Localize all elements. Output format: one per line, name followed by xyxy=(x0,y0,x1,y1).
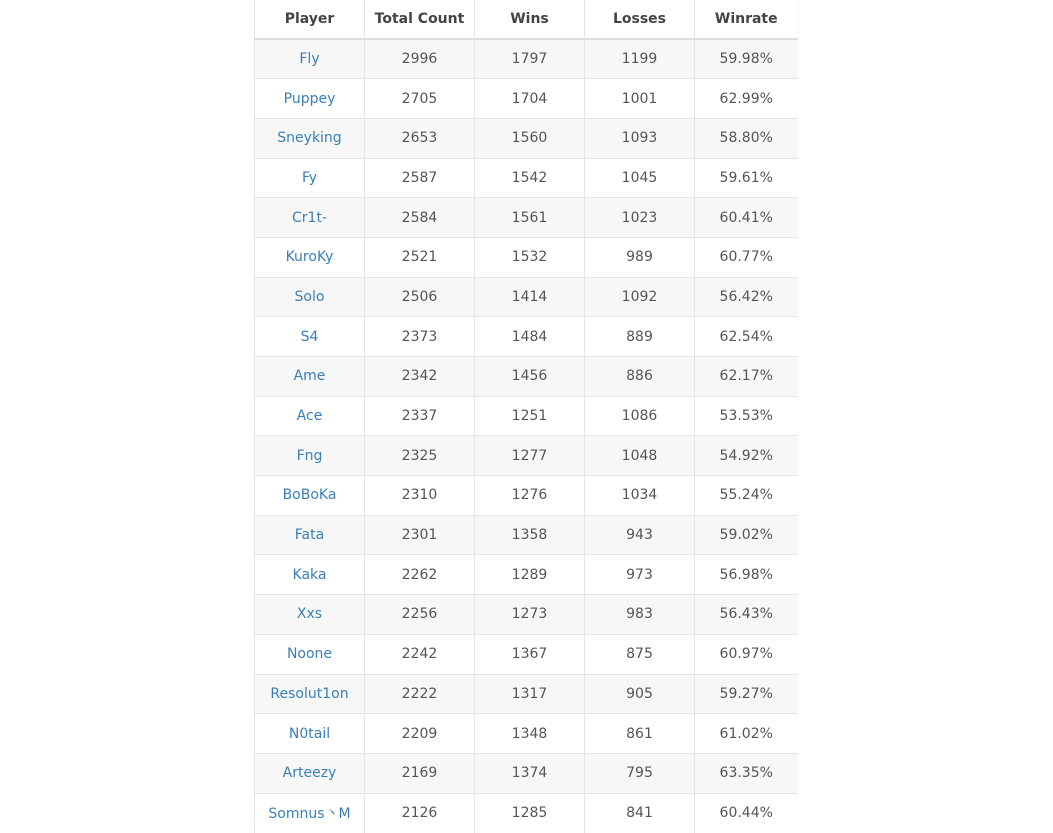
total-count-cell: 2506 xyxy=(365,277,475,317)
column-header-player[interactable]: Player xyxy=(255,0,365,39)
wins-cell: 1289 xyxy=(475,555,585,595)
wins-cell: 1561 xyxy=(475,198,585,238)
player-link[interactable]: S4 xyxy=(300,328,319,345)
table-row xyxy=(255,793,798,833)
total-count-cell: 2301 xyxy=(365,515,475,555)
table-row xyxy=(255,357,798,397)
player-link[interactable]: Fng xyxy=(296,447,323,464)
player-cell xyxy=(255,118,365,158)
wins-cell: 1797 xyxy=(475,39,585,79)
losses-cell: 1023 xyxy=(585,198,695,238)
player-link[interactable]: Sneyking xyxy=(277,130,342,147)
winrate-cell: 53.53% xyxy=(695,396,798,436)
table-row xyxy=(255,436,798,476)
total-count-cell: 2705 xyxy=(365,79,475,119)
table-row xyxy=(255,595,798,635)
table-row xyxy=(255,555,798,595)
player-link[interactable]: Cr1t- xyxy=(292,209,327,226)
player-cell xyxy=(255,674,365,714)
winrate-cell: 58.80% xyxy=(695,118,798,158)
player-cell xyxy=(255,476,365,516)
winrate-cell: 54.92% xyxy=(695,436,798,476)
table-header xyxy=(255,0,798,39)
losses-cell: 875 xyxy=(585,634,695,674)
winrate-cell: 63.35% xyxy=(695,753,798,793)
losses-cell: 1086 xyxy=(585,396,695,436)
total-count-cell: 2342 xyxy=(365,357,475,397)
wins-cell: 1374 xyxy=(475,753,585,793)
wins-cell: 1414 xyxy=(475,277,585,317)
winrate-cell: 60.77% xyxy=(695,237,798,277)
player-cell xyxy=(255,237,365,277)
wins-cell: 1348 xyxy=(475,714,585,754)
losses-cell: 841 xyxy=(585,793,695,833)
player-link[interactable]: Somnus丶M xyxy=(268,806,351,823)
player-cell xyxy=(255,357,365,397)
table-row xyxy=(255,118,798,158)
winrate-cell: 60.44% xyxy=(695,793,798,833)
player-link[interactable]: Solo xyxy=(294,288,325,305)
winrate-cell: 59.61% xyxy=(695,158,798,198)
winrate-cell: 62.99% xyxy=(695,79,798,119)
table-row xyxy=(255,237,798,277)
header-row xyxy=(255,0,798,39)
losses-cell: 973 xyxy=(585,555,695,595)
winrate-cell: 61.02% xyxy=(695,714,798,754)
total-count-cell: 2242 xyxy=(365,634,475,674)
player-cell xyxy=(255,515,365,555)
wins-cell: 1704 xyxy=(475,79,585,119)
winrate-cell: 55.24% xyxy=(695,476,798,516)
total-count-cell: 2209 xyxy=(365,714,475,754)
winrate-cell: 56.98% xyxy=(695,555,798,595)
losses-cell: 795 xyxy=(585,753,695,793)
table-row xyxy=(255,753,798,793)
total-count-cell: 2373 xyxy=(365,317,475,357)
player-link[interactable]: Resolut1on xyxy=(270,685,349,702)
table-row xyxy=(255,39,798,79)
player-cell xyxy=(255,79,365,119)
table-row xyxy=(255,79,798,119)
table-row xyxy=(255,198,798,238)
total-count-cell: 2584 xyxy=(365,198,475,238)
wins-cell: 1277 xyxy=(475,436,585,476)
wins-cell: 1276 xyxy=(475,476,585,516)
wins-cell: 1251 xyxy=(475,396,585,436)
table-row xyxy=(255,317,798,357)
total-count-cell: 2325 xyxy=(365,436,475,476)
losses-cell: 1048 xyxy=(585,436,695,476)
winrate-cell: 60.41% xyxy=(695,198,798,238)
total-count-cell: 2262 xyxy=(365,555,475,595)
losses-cell: 1034 xyxy=(585,476,695,516)
losses-cell: 989 xyxy=(585,237,695,277)
winrate-cell: 56.42% xyxy=(695,277,798,317)
player-cell xyxy=(255,714,365,754)
wins-cell: 1273 xyxy=(475,595,585,635)
losses-cell: 943 xyxy=(585,515,695,555)
players-table-container xyxy=(254,0,797,833)
table-body xyxy=(255,39,798,833)
losses-cell: 889 xyxy=(585,317,695,357)
total-count-cell: 2222 xyxy=(365,674,475,714)
player-cell xyxy=(255,39,365,79)
player-link[interactable]: Fata xyxy=(294,527,325,544)
player-cell xyxy=(255,595,365,635)
total-count-cell: 2169 xyxy=(365,753,475,793)
player-link[interactable]: Arteezy xyxy=(282,765,337,782)
table-row xyxy=(255,277,798,317)
total-count-cell: 2587 xyxy=(365,158,475,198)
winrate-cell: 59.02% xyxy=(695,515,798,555)
winrate-cell: 60.97% xyxy=(695,634,798,674)
wins-cell: 1358 xyxy=(475,515,585,555)
winrate-cell: 56.43% xyxy=(695,595,798,635)
player-cell xyxy=(255,793,365,833)
players-table xyxy=(254,0,798,833)
winrate-cell: 59.27% xyxy=(695,674,798,714)
losses-cell: 1092 xyxy=(585,277,695,317)
total-count-cell: 2653 xyxy=(365,118,475,158)
total-count-cell: 2996 xyxy=(365,39,475,79)
table-row xyxy=(255,476,798,516)
player-link[interactable]: Ace xyxy=(296,408,323,425)
wins-cell: 1532 xyxy=(475,237,585,277)
player-link[interactable]: KuroKy xyxy=(285,249,334,266)
losses-cell: 1045 xyxy=(585,158,695,198)
wins-cell: 1456 xyxy=(475,357,585,397)
losses-cell: 905 xyxy=(585,674,695,714)
table-row xyxy=(255,396,798,436)
wins-cell: 1285 xyxy=(475,793,585,833)
player-cell xyxy=(255,198,365,238)
total-count-cell: 2337 xyxy=(365,396,475,436)
losses-cell: 1199 xyxy=(585,39,695,79)
wins-cell: 1484 xyxy=(475,317,585,357)
winrate-cell: 62.54% xyxy=(695,317,798,357)
losses-cell: 861 xyxy=(585,714,695,754)
wins-cell: 1367 xyxy=(475,634,585,674)
player-link[interactable]: Fy xyxy=(301,169,318,186)
player-cell xyxy=(255,317,365,357)
winrate-cell: 62.17% xyxy=(695,357,798,397)
player-link[interactable]: Ame xyxy=(293,368,326,385)
player-cell xyxy=(255,158,365,198)
player-cell xyxy=(255,555,365,595)
player-cell xyxy=(255,436,365,476)
column-header-wins[interactable]: Wins xyxy=(475,0,585,39)
total-count-cell: 2521 xyxy=(365,237,475,277)
wins-cell: 1560 xyxy=(475,118,585,158)
total-count-cell: 2310 xyxy=(365,476,475,516)
player-link[interactable]: Xxs xyxy=(296,606,323,623)
winrate-cell: 59.98% xyxy=(695,39,798,79)
player-cell xyxy=(255,277,365,317)
total-count-cell: 2126 xyxy=(365,793,475,833)
column-header-total-count[interactable]: Total Count xyxy=(365,0,475,39)
table-row xyxy=(255,714,798,754)
column-header-losses[interactable]: Losses xyxy=(585,0,695,39)
losses-cell: 983 xyxy=(585,595,695,635)
player-link[interactable]: Puppey xyxy=(283,90,336,107)
wins-cell: 1317 xyxy=(475,674,585,714)
total-count-cell: 2256 xyxy=(365,595,475,635)
losses-cell: 1093 xyxy=(585,118,695,158)
table-row xyxy=(255,158,798,198)
player-link[interactable]: Noone xyxy=(286,646,333,663)
player-cell xyxy=(255,396,365,436)
table-row xyxy=(255,674,798,714)
player-link[interactable]: N0tail xyxy=(288,725,331,742)
table-row xyxy=(255,634,798,674)
player-link[interactable]: BoBoKa xyxy=(282,487,337,504)
wins-cell: 1542 xyxy=(475,158,585,198)
player-cell xyxy=(255,634,365,674)
losses-cell: 1001 xyxy=(585,79,695,119)
losses-cell: 886 xyxy=(585,357,695,397)
player-link[interactable]: Fly xyxy=(299,51,320,68)
column-header-winrate[interactable]: Winrate xyxy=(695,0,798,39)
player-link[interactable]: Kaka xyxy=(292,566,327,583)
player-cell xyxy=(255,753,365,793)
table-row xyxy=(255,515,798,555)
